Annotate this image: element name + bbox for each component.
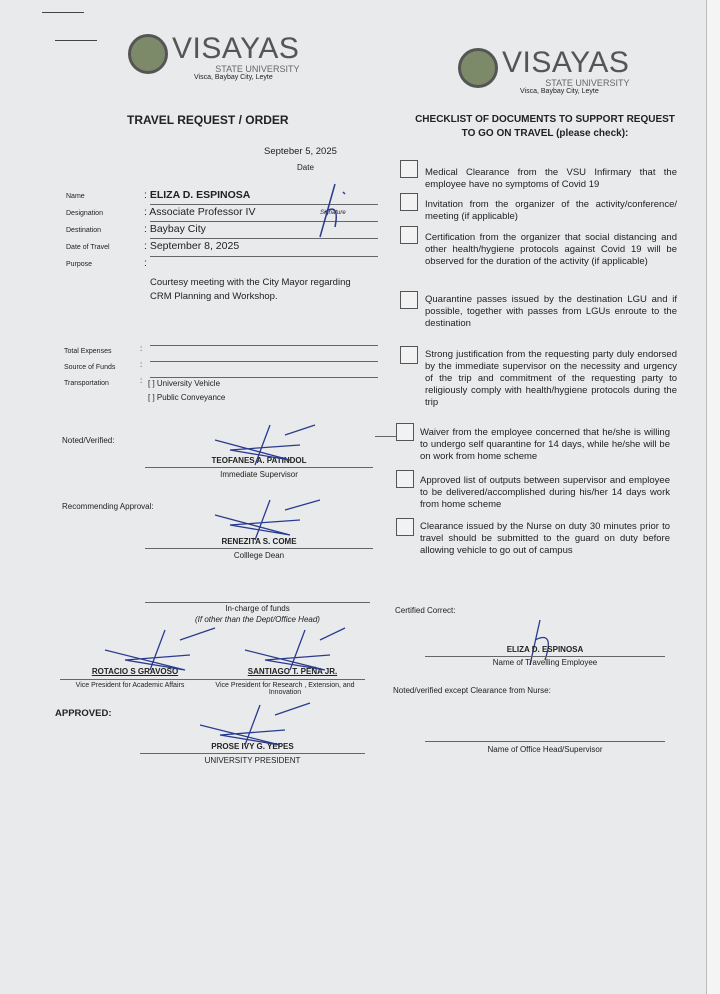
checklist-item: Invitation from the organizer of the activity/conference/ meeting (if applicable) bbox=[425, 199, 677, 222]
logo-sub: STATE UNIVERSITY bbox=[545, 78, 630, 88]
logo-name: VISAYAS bbox=[172, 32, 300, 65]
logo-sub: STATE UNIVERSITY bbox=[215, 64, 300, 74]
total-expenses-label: Total Expenses bbox=[64, 348, 112, 355]
date-of-travel-value: September 8, 2025 bbox=[149, 240, 240, 252]
vp-academic-role: Vice President for Academic Affairs bbox=[75, 682, 185, 689]
checklist-checkbox[interactable] bbox=[400, 346, 418, 364]
checklist-item: Medical Clearance from the VSU Infirmary that the employee have no symptoms of Covid 19 bbox=[425, 167, 677, 190]
dean-name: RENEZITA S. COME bbox=[221, 537, 297, 546]
checklist-item: Strong justification from the requesting party duly endorsed by the immediate supervisor on the necessity and urgency of the trip and commitment of the requesting party to religiously comply with health/hygiene protocols during the trip bbox=[425, 349, 677, 408]
field-values: : ELIZA D. ESPINOSA : Associate Professor IV : Baybay City : September 8, 2025 : bbox=[144, 189, 256, 269]
checklist-checkbox[interactable] bbox=[400, 226, 418, 244]
vp-academic-name: ROTACIO S GRAVOSO bbox=[91, 667, 179, 676]
source-of-funds-label: Source of Funds bbox=[64, 364, 116, 371]
funds-role: In-charge of funds bbox=[225, 604, 290, 613]
checklist-checkbox[interactable] bbox=[400, 193, 418, 211]
checklist-item: Clearance issued by the Nurse on duty 30 minutes prior to travel should be submitted to the guard on duty before allowing vehicle to go out of campus bbox=[420, 521, 670, 556]
signature-label: Signature bbox=[320, 210, 346, 216]
office-head-role: Name of Office Head/Supervisor bbox=[487, 745, 603, 754]
president-name: PROSE IVY G. YEPES bbox=[211, 742, 294, 751]
date-of-travel-label: Date of Travel bbox=[66, 244, 110, 251]
designation-value: Associate Professor IV bbox=[149, 206, 256, 218]
vp-research-role: Vice President for Research , Extension, and Innovation bbox=[215, 682, 355, 696]
university-vehicle-option[interactable]: [ ] University Vehicle bbox=[148, 379, 221, 388]
supervisor-role: Immediate Supervisor bbox=[220, 470, 298, 479]
president-role: UNIVERSITY PRESIDENT bbox=[204, 756, 301, 765]
checklist-checkbox[interactable] bbox=[400, 291, 418, 309]
noted-verified-label: Noted/Verified: bbox=[62, 436, 115, 445]
checklist-checkbox[interactable] bbox=[396, 423, 414, 441]
logo-address: Visca, Baybay City, Leyte bbox=[194, 74, 273, 81]
employee-name: ELIZA D. ESPINOSA bbox=[506, 645, 584, 654]
purpose-label: Purpose bbox=[66, 261, 93, 268]
certified-correct-label: Certified Correct: bbox=[395, 606, 456, 615]
vsu-logo-right bbox=[458, 48, 629, 95]
noted-nurse-label: Noted/verified except Clearance from Nurse: bbox=[393, 686, 551, 695]
destination-value: Baybay City bbox=[149, 223, 206, 235]
name-value: ELIZA D. ESPINOSA bbox=[149, 189, 251, 201]
funds-note: (If other than the Dept/Office Head) bbox=[195, 615, 320, 624]
purpose-text: Courtesy meeting with the City Mayor regarding CRM Planning and Workshop. bbox=[150, 277, 351, 302]
designation-label: Designation bbox=[66, 210, 103, 217]
checklist-item: Certification from the organizer that social distancing and other health/hygiene protocols against Covid 19 will be observed for the duration of the activity (if applicable) bbox=[425, 232, 677, 267]
approved-label: APPROVED: bbox=[55, 708, 112, 719]
public-conveyance-option[interactable]: [ ] Public Conveyance bbox=[148, 393, 226, 402]
vp-research-name: SANTIAGO T. PEÑA JR. bbox=[247, 667, 338, 676]
form-title: TRAVEL REQUEST / ORDER bbox=[127, 113, 289, 127]
checklist-item: Waiver from the employee concerned that he/she is willing to undergo self quarantine for 14 days, while he/she will be on work from home scheme bbox=[420, 427, 670, 462]
supervisor-name: TEOFANES A. PATINDOL bbox=[211, 456, 307, 465]
checklist-item: Quarantine passes issued by the destination LGU and if possible, together with passes from LGUs enroute to the destination bbox=[425, 294, 677, 329]
university-seal-icon bbox=[458, 48, 498, 88]
date-label: Date bbox=[297, 163, 314, 172]
dean-role: Colllege Dean bbox=[233, 551, 285, 560]
checklist-title: CHECKLIST OF DOCUMENTS TO SUPPORT REQUEST TO GO ON TRAVEL (please check): bbox=[415, 114, 675, 139]
logo-name: VISAYAS bbox=[502, 46, 630, 79]
name-label: Name bbox=[66, 193, 85, 200]
checklist-checkbox[interactable] bbox=[396, 470, 414, 488]
checklist-item: Approved list of outputs between supervisor and employee to be delivered/accomplished during his/her 14 days work from home scheme bbox=[420, 475, 670, 510]
transportation-label: Transportation bbox=[64, 380, 109, 387]
employee-role: Name of Travelling Employee bbox=[492, 658, 598, 667]
recommending-approval-label: Recommending Approval: bbox=[62, 502, 154, 511]
logo-address: Visca, Baybay City, Leyte bbox=[520, 88, 599, 95]
request-date: Septeber 5, 2025 bbox=[264, 146, 337, 157]
destination-label: Destination bbox=[66, 227, 102, 234]
paper-edge bbox=[706, 0, 720, 994]
checklist-checkbox[interactable] bbox=[400, 160, 418, 178]
checklist-checkbox[interactable] bbox=[396, 518, 414, 536]
travel-request-document: VISAYAS STATE UNIVERSITY Visca, Baybay City, Leyte TRAVEL REQUEST / ORDER Septeber 5, 2025 Date Name Designation Destination Date of Travel Purpose : ELIZA D. ESPINOSA : Associate Professor IV : Baybay City : September 8, 2025 : Signature Courtesy meeting with the City Mayor regarding CRM Planning and Workshop. Total Expenses Source of Funds Transportation : : : [ ] University Vehicle [ ] Public Conveyance Noted/Verified: TEOFANES A. PATINDOL Immediate Supervisor Recommending Approval: RENEZITA S. COME Colllege Dean In-charge of funds (If other than the Dept/Office Head) ROTACIO S GRAVOSO Vice President for Academic Affairs SANTIAGO T. PEÑA JR. Vice President for Research , Extension, and Innovation APPROVED: PROSE IVY G. YEPES UNIVERSITY PRESIDENT VISAYAS STATE UNIVERSITY Visca, Baybay City, Leyte CHECKLIST OF DOCUMENTS TO SUPPORT REQUEST TO GO ON TRAVEL (please check): Medical Clearance from the VSU Infirmary that the employee have no symptoms of Covid 19 Invitation from the organizer of the activity/conference/ meeting (if applicable) Certification from the organizer that social distancing and other health/hygiene protocols against Covid 19 will be observed for the duration of the activity (if applicable) Quarantine passes issued by the destination LGU and if possible, together with passes from LGUs enroute to the destination Strong justification from the requesting party duly endorsed by the immediate supervisor on the necessity and urgency of the trip and commitment of the requesting party to religiously comply with health/hygiene protocols during the trip Waiver from the employee concerned that he/she is willing to undergo self quarantine for 14 days, while he/she will be on work from home scheme Approved list of outputs between supervisor and employee to be delivered/accomplished during his/her 14 days work from home scheme Clearance issued by the Nurse on duty 30 minutes prior to travel should be submitted to the guard on duty before allowing vehicle to go out of campus Certified Correct: ELIZA D. ESPINOSA Name of Travelling Employee Noted/verified except Clearance from Nurse: Name of Office Head/Supervisor bbox=[0, 0, 706, 994]
